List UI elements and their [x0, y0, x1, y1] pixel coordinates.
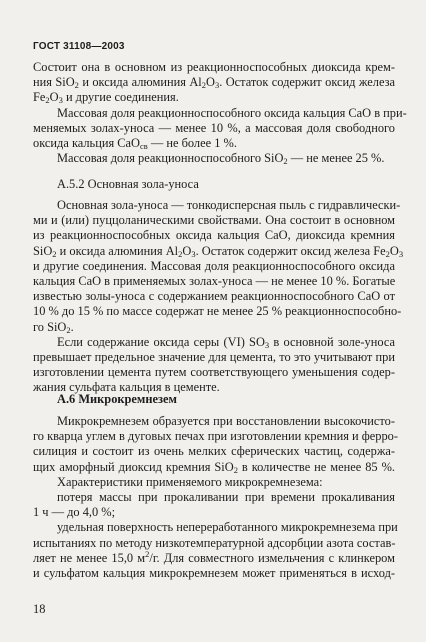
paragraph: Основная зола-уноса — тонкодисперсная пыль с гидравлически- ми и (или) пуццоланическими свойствами. Она состоит в основном из реакционноспособных оксида кальция CaO, диоксида кремния SiO$_2$ и оксида алюминия $Al_2O_3$. Остаток содержит оксид железа $Fe_2O_3$ и другие соединения. Массовая доля реакционноспособного оксида кальция CaO в применяемых золах-уноса — не менее 10 %. Богатые известью золы-уноса с содержанием реакционноспособного CaO от 10 % до 15 % по массе содержат не менее 25 % реакционноспособно- го SiO$_2$. [33, 198, 404, 335]
subsection-title-a52: А.5.2 Основная зола-уноса [57, 177, 199, 191]
paragraph: Если содержание оксида серы (VI) $SO_3$ в основной золе-уноса превышает предельное значение для цемента, то это учитывают при изготовлении цемента путем соответствующего уменьшения содер- жания сульфата кальция в цементе. [33, 334, 395, 395]
section-heading-a6: А.6 Микрокремнезем [57, 392, 177, 406]
paragraph: Микрокремнезем образуется при восстановлении высокочисто- го кварца углем в дуговых печах при изготовлении кремния и ферро- силиция и состоит из очень мелких сферических частиц, содержа- щих аморфный диоксид кремния SiO$_2$ в количестве не менее 85 %. [33, 414, 398, 475]
paragraph: Массовая доля реакционноспособного SiO$_2$ — не менее 25 %. [57, 151, 385, 167]
paragraph: Массовая доля реакционноспособного оксида кальция CaO в при- меняемых золах-уноса — менее 10 %, а массовая доля свободного оксида кальция CaO$_{св}$ — не более 1 %. [33, 105, 407, 152]
paragraph: удельная поверхность непереработанного микрокремнезема при испытаниях по методу низкотемпературной адсорбции азота состав- ляет не менее 15,0 $м^2/г$. Для совместного измельчения с клинкером и сульфатом кальция микрокремнезем может применяться в исход- [33, 520, 398, 581]
basic-fly-ash-text-block [33, 198, 404, 396]
microsilica-text-block [33, 414, 398, 581]
paragraph: потеря массы при прокаливании при времени прокаливания 1 ч — до 4,0 %; [33, 490, 395, 520]
paragraph: Характеристики применяемого микрокремнезема: [57, 474, 323, 489]
page-number: 18 [33, 602, 46, 616]
paragraph: Состоит она в основном из реакционноспособных диоксида крем- ния SiO$_2$ и оксида алюминия $Al_2O_3$. Остаток содержит оксид железа $Fe_2O_3$ и другие соединения. [33, 60, 395, 106]
intro-text-block [33, 60, 407, 167]
document-code-header: ГОСТ 31108—2003 [33, 41, 125, 52]
